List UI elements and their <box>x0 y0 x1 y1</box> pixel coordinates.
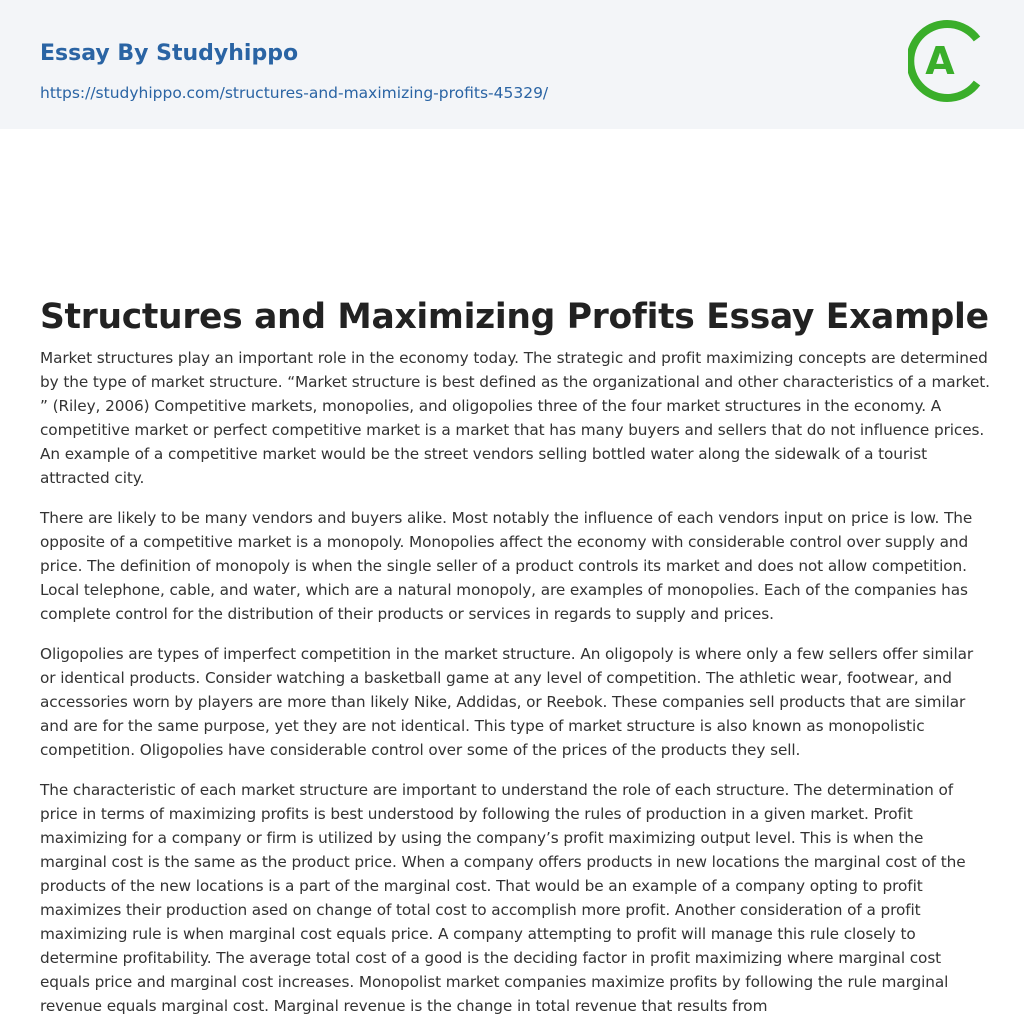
article-paragraph: Market structures play an important role in the economy today. The strategic and profit maximizing concepts are determined by the type of market structure. “Market structure is best defined as the organizational and other characteristics of a market. ” (Riley, 2006) Competitive markets, monopolies, and oligopolies three of the four market structures in the economy. A competitive market or perfect competitive market is a market that has many buyers and sellers that do not influence prices. An example of a competitive market would be the street vendors selling bottled water along the sidewalk of a tourist attracted city. <box>40 349 990 487</box>
article-paragraph: There are likely to be many vendors and buyers alike. Most notably the influence of each vendors input on price is low. The opposite of a competitive market is a monopoly. Monopolies affect the economy with considerable control over supply and price. The definition of monopoly is when the single seller of a product controls its market and does not allow competition. Local telephone, cable, and water, which are a natural monopoly, are examples of monopolies. Each of the companies has complete control for the distribution of their products or services in regards to supply and prices. <box>40 509 973 623</box>
logo-letter: A <box>925 39 955 83</box>
article-paragraph: Oligopolies are types of imperfect competition in the market structure. An oligopoly is where only a few sellers offer similar or identical products. Consider watching a basketball game at any level of competition. The athletic wear, footwear, and accessories worn by players are more than likely Nike, Addidas, or Reebok. These companies sell products that are similar and are for the same purpose, yet they are not identical. This type of market structure is also known as monopolistic competition. Oligopolies have considerable control over some of the prices of the products they sell. <box>40 645 974 759</box>
studyhippo-logo-icon[interactable] <box>908 16 988 106</box>
site-brand[interactable]: Essay By Studyhippo <box>40 41 299 66</box>
site-header <box>0 0 1024 129</box>
page-title: Structures and Maximizing Profits Essay Example <box>40 297 989 337</box>
article-url-link[interactable]: https://studyhippo.com/structures-and-maximizing-profits-45329/ <box>40 84 549 102</box>
article-body <box>40 148 990 1034</box>
article-paragraph: The characteristic of each market structure are important to understand the role of each structure. The determination of price in terms of maximizing profits is best understood by following the rules of production in a given market. Profit maximizing for a company or firm is utilized by using the company’s profit maximizing output level. This is when the marginal cost is the same as the product price. When a company offers products in new locations the marginal cost of the products of the new locations is a part of the marginal cost. That would be an example of a company opting to profit maximizes their production ased on change of total cost to accomplish more profit. Another consideration of a profit maximizing rule is when marginal cost equals price. A company attempting to profit will manage this rule closely to determine profitability. The average total cost of a good is the deciding factor in profit maximizing where marginal cost equals price and marginal cost increases. Monopolist market companies maximize profits by following the rule marginal revenue equals marginal cost. Marginal revenue is the change in total revenue that results from <box>40 781 966 1015</box>
